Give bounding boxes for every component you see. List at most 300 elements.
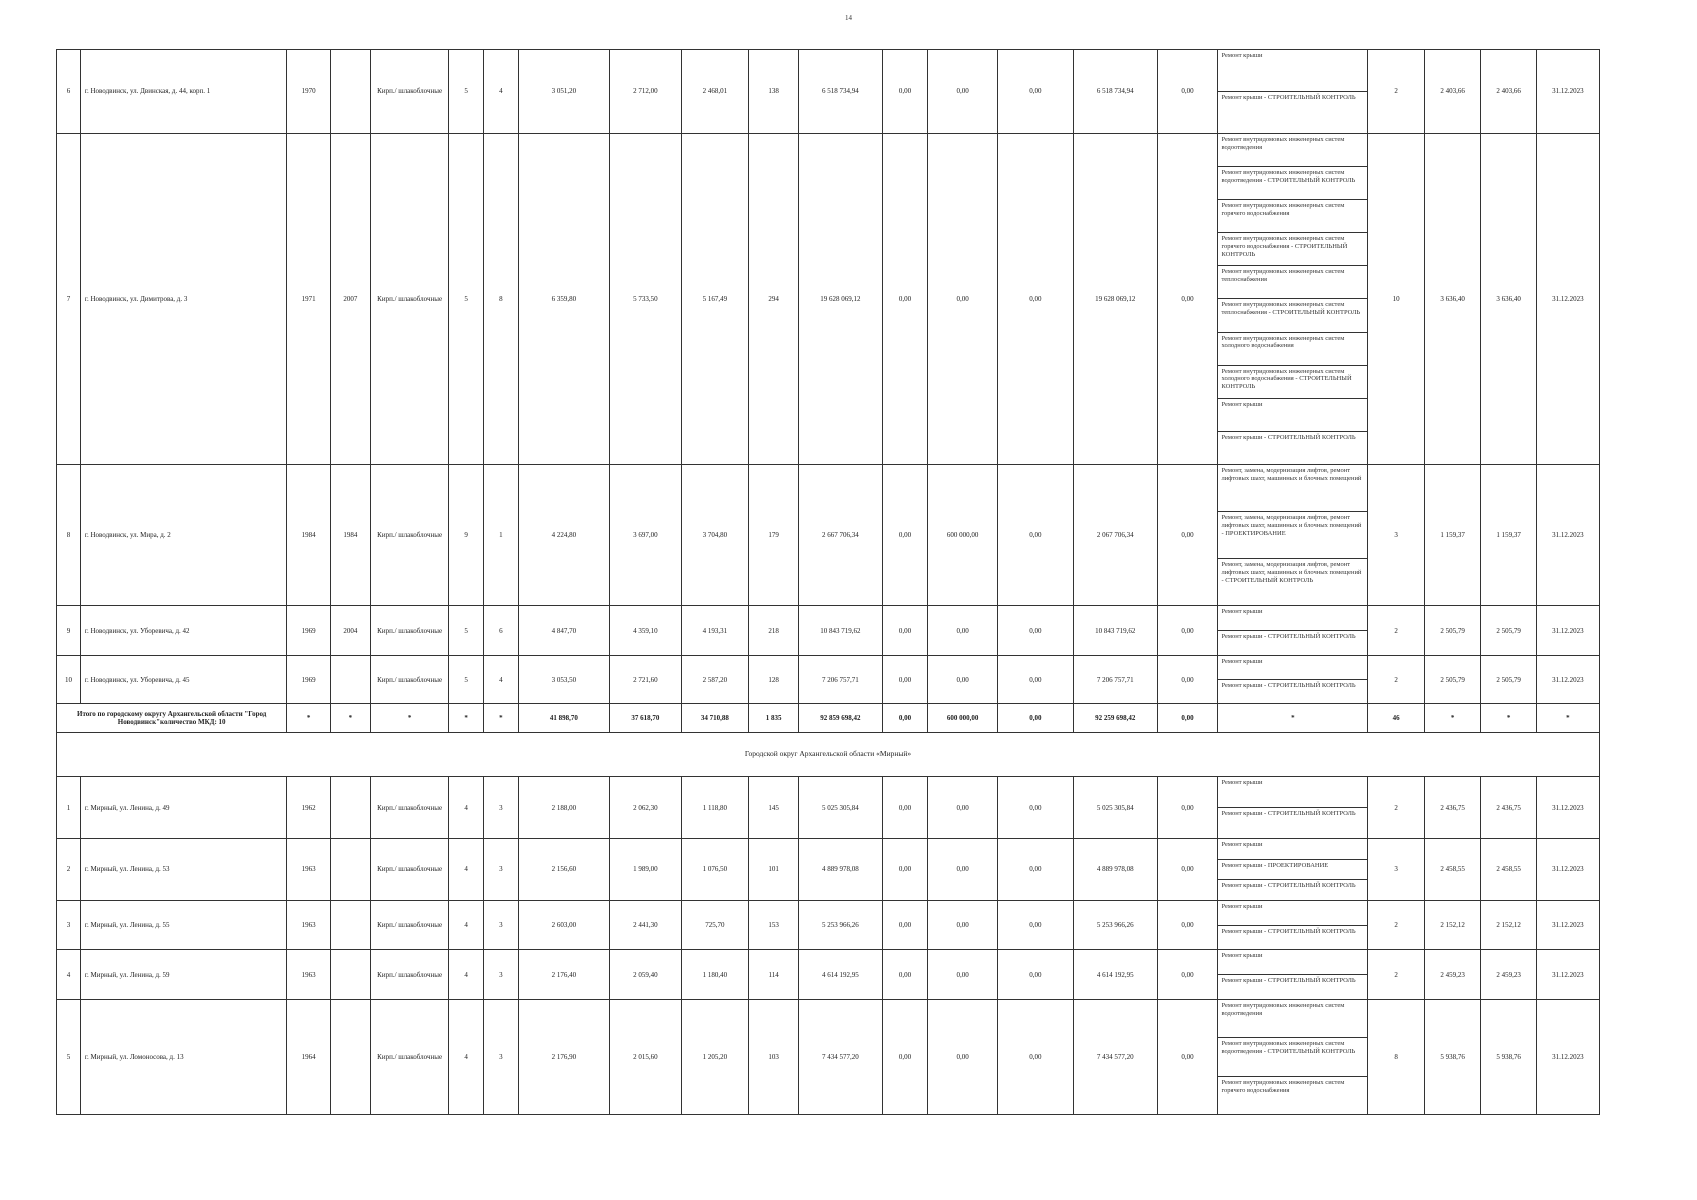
deadline-cell: 31.12.2023 [1536, 464, 1599, 605]
work-item [1218, 366, 1367, 399]
floors-cell: 5 [449, 606, 484, 656]
cost-total-cell: 5 253 966,26 [799, 900, 883, 950]
floors-cell: 4 [449, 777, 484, 839]
area-living-cell: 1 989,00 [610, 839, 682, 901]
work-item-label: Ремонт крыши [1221, 657, 1263, 665]
area-living-cell: 2 059,40 [610, 950, 682, 1000]
unit-cost-cell: 3 636,40 [1424, 133, 1481, 464]
material-cell: Кирп./ шлакоблочные [371, 900, 449, 950]
works-list [1218, 606, 1367, 655]
section-row [57, 733, 1600, 777]
work-item-label: Ремонт внутридомовых инженерных систем горячего водоснабжения [1221, 202, 1345, 217]
works-list [1218, 777, 1367, 838]
fund-b-cell: 0,00 [928, 133, 998, 464]
works-list [1218, 901, 1367, 950]
year-repair-cell: 2004 [330, 606, 370, 656]
total-fund-other: 0,00 [1157, 704, 1218, 733]
placeholder-star: * [1481, 704, 1536, 733]
work-item [1218, 465, 1367, 512]
fund-owners-cell: 5 025 305,84 [1073, 777, 1157, 839]
area-res-cell: 1 180,40 [681, 950, 748, 1000]
area-total-cell: 4 847,70 [518, 606, 609, 656]
unit-cost-cell: 2 505,79 [1424, 606, 1481, 656]
total-fund-a: 0,00 [882, 704, 928, 733]
area-living-cell: 2 441,30 [610, 900, 682, 950]
row-number: 1 [57, 777, 81, 839]
fund-b-cell: 0,00 [928, 1000, 998, 1115]
work-item-label: Ремонт крыши - СТРОИТЕЛЬНЫЙ КОНТРОЛЬ [1221, 927, 1356, 935]
deadline-cell: 31.12.2023 [1536, 777, 1599, 839]
fund-c-cell: 0,00 [997, 1000, 1073, 1115]
fund-a-cell: 0,00 [882, 1000, 928, 1115]
entrances-cell: 4 [484, 655, 519, 704]
work-item [1218, 50, 1367, 92]
fund-b-cell: 0,00 [928, 655, 998, 704]
placeholder-star: * [371, 704, 449, 733]
total-fund-owners: 92 259 698,42 [1073, 704, 1157, 733]
work-item-label: Ремонт крыши [1221, 608, 1263, 616]
work-item-label: Ремонт внутридомовых инженерных систем горячего водоснабжения [1221, 1078, 1345, 1094]
work-item-label: Ремонт крыши [1221, 52, 1263, 59]
unit-cost-cell: 2 152,12 [1424, 900, 1481, 950]
year-built-cell: 1962 [287, 777, 330, 839]
cost-total-cell: 5 025 305,84 [799, 777, 883, 839]
section-title: Городской округ Архангельской области «Мирный» [57, 733, 1600, 777]
floors-cell: 4 [449, 1000, 484, 1115]
area-total-cell: 6 359,80 [518, 133, 609, 464]
work-item [1218, 299, 1367, 332]
max-cost-cell: 2 403,66 [1481, 50, 1536, 134]
entrances-cell: 3 [484, 839, 519, 901]
deadline-cell: 31.12.2023 [1536, 1000, 1599, 1115]
unit-cost-cell: 2 403,66 [1424, 50, 1481, 134]
residents-cell: 114 [749, 950, 799, 1000]
area-res-cell: 4 193,31 [681, 606, 748, 656]
work-item-label: Ремонт крыши - СТРОИТЕЛЬНЫЙ КОНТРОЛЬ [1221, 682, 1356, 690]
fund-a-cell: 0,00 [882, 464, 928, 605]
residents-cell: 138 [749, 50, 799, 134]
count-cell: 2 [1368, 50, 1425, 134]
fund-a-cell: 0,00 [882, 839, 928, 901]
deadline-cell: 31.12.2023 [1536, 133, 1599, 464]
count-cell: 8 [1368, 1000, 1425, 1115]
area-total-cell: 2 176,40 [518, 950, 609, 1000]
fund-c-cell: 0,00 [997, 950, 1073, 1000]
work-item-label: Ремонт, замена, модернизация лифтов, ремонт лифтовых шахт, машинных и блочных помещений [1221, 466, 1362, 482]
entrances-cell: 3 [484, 900, 519, 950]
fund-owners-cell: 6 518 734,94 [1073, 50, 1157, 134]
work-item [1218, 399, 1367, 432]
area-living-cell: 5 733,50 [610, 133, 682, 464]
work-item [1218, 631, 1367, 655]
year-built-cell: 1971 [287, 133, 330, 464]
works-list [1218, 134, 1367, 464]
max-cost-cell: 2 505,79 [1481, 655, 1536, 704]
work-item [1218, 559, 1367, 605]
fund-c-cell: 0,00 [997, 464, 1073, 605]
work-item [1218, 1000, 1367, 1038]
count-cell: 2 [1368, 655, 1425, 704]
address-cell: г. Новодвинск, ул. Двинская, д. 44, корп. 1 [80, 50, 286, 134]
work-item [1218, 266, 1367, 299]
fund-c-cell: 0,00 [997, 777, 1073, 839]
year-repair-cell [330, 1000, 370, 1115]
total-area-total: 41 898,70 [518, 704, 609, 733]
address-cell: г. Новодвинск, ул. Мира, д. 2 [80, 464, 286, 605]
material-cell: Кирп./ шлакоблочные [371, 50, 449, 134]
work-item [1218, 950, 1367, 975]
count-cell: 2 [1368, 606, 1425, 656]
fund-c-cell: 0,00 [997, 50, 1073, 134]
work-item-label: Ремонт внутридомовых инженерных систем теплоснабжения [1221, 268, 1345, 284]
cost-total-cell: 10 843 719,62 [799, 606, 883, 656]
material-cell: Кирп./ шлакоблочные [371, 950, 449, 1000]
work-item [1218, 777, 1367, 808]
row-number: 10 [57, 655, 81, 704]
address-cell: г. Новодвинск, ул. Уборевича, д. 42 [80, 606, 286, 656]
table-row [57, 133, 1600, 464]
work-item-label: Ремонт крыши [1221, 779, 1263, 787]
works-cell [1218, 655, 1368, 704]
total-row [57, 704, 1600, 733]
work-item [1218, 512, 1367, 559]
area-res-cell: 725,70 [681, 900, 748, 950]
year-built-cell: 1969 [287, 655, 330, 704]
total-label: Итого по городскому округу Архангельской области "Город Новодвинск"количество МКД: 10 [57, 704, 287, 733]
year-built-cell: 1963 [287, 950, 330, 1000]
total-count: 46 [1368, 704, 1425, 733]
works-cell [1218, 606, 1368, 656]
work-item [1218, 901, 1367, 926]
area-living-cell: 4 359,10 [610, 606, 682, 656]
floors-cell: 4 [449, 950, 484, 1000]
page-number: 14 [845, 14, 852, 22]
work-item-label: Ремонт крыши - СТРОИТЕЛЬНЫЙ КОНТРОЛЬ [1221, 433, 1356, 441]
fund-owners-cell: 19 628 069,12 [1073, 133, 1157, 464]
fund-other-cell: 0,00 [1157, 1000, 1218, 1115]
work-item [1218, 606, 1367, 631]
work-item-label: Ремонт крыши [1221, 841, 1263, 849]
count-cell: 2 [1368, 777, 1425, 839]
works-list [1218, 465, 1367, 605]
residents-cell: 145 [749, 777, 799, 839]
residents-cell: 294 [749, 133, 799, 464]
work-item [1218, 839, 1367, 860]
area-res-cell: 2 468,01 [681, 50, 748, 134]
fund-a-cell: 0,00 [882, 133, 928, 464]
work-item-label: Ремонт, замена, модернизация лифтов, ремонт лифтовых шахт, машинных и блочных помещений - ПРОЕКТИРОВАНИЕ [1221, 514, 1362, 537]
work-item-label: Ремонт крыши - СТРОИТЕЛЬНЫЙ КОНТРОЛЬ [1221, 882, 1356, 890]
works-cell [1218, 133, 1368, 464]
works-list [1218, 1000, 1367, 1114]
unit-cost-cell: 5 938,76 [1424, 1000, 1481, 1115]
fund-other-cell: 0,00 [1157, 777, 1218, 839]
table-row [57, 50, 1600, 134]
work-item [1218, 233, 1367, 266]
work-item [1218, 680, 1367, 703]
material-cell: Кирп./ шлакоблочные [371, 464, 449, 605]
work-item [1218, 880, 1367, 900]
residents-cell: 153 [749, 900, 799, 950]
placeholder-star: * [1218, 704, 1368, 733]
works-cell [1218, 839, 1368, 901]
deadline-cell: 31.12.2023 [1536, 950, 1599, 1000]
fund-other-cell: 0,00 [1157, 464, 1218, 605]
works-list [1218, 839, 1367, 900]
material-cell: Кирп./ шлакоблочные [371, 606, 449, 656]
fund-other-cell: 0,00 [1157, 900, 1218, 950]
fund-owners-cell: 2 067 706,34 [1073, 464, 1157, 605]
works-list [1218, 50, 1367, 133]
deadline-cell: 31.12.2023 [1536, 839, 1599, 901]
unit-cost-cell: 2 458,55 [1424, 839, 1481, 901]
fund-owners-cell: 4 889 978,08 [1073, 839, 1157, 901]
cost-total-cell: 7 434 577,20 [799, 1000, 883, 1115]
year-built-cell: 1984 [287, 464, 330, 605]
year-built-cell: 1969 [287, 606, 330, 656]
fund-other-cell: 0,00 [1157, 839, 1218, 901]
residents-cell: 218 [749, 606, 799, 656]
work-item [1218, 432, 1367, 464]
year-repair-cell [330, 950, 370, 1000]
table-row [57, 606, 1600, 656]
max-cost-cell: 2 152,12 [1481, 900, 1536, 950]
fund-owners-cell: 7 434 577,20 [1073, 1000, 1157, 1115]
area-res-cell: 1 118,80 [681, 777, 748, 839]
work-item-label: Ремонт крыши [1221, 400, 1263, 408]
year-repair-cell: 2007 [330, 133, 370, 464]
works-cell [1218, 50, 1368, 134]
works-cell [1218, 950, 1368, 1000]
year-built-cell: 1963 [287, 839, 330, 901]
work-item [1218, 1038, 1367, 1076]
work-item-label: Ремонт крыши - СТРОИТЕЛЬНЫЙ КОНТРОЛЬ [1221, 977, 1356, 985]
row-number: 2 [57, 839, 81, 901]
floors-cell: 4 [449, 900, 484, 950]
area-res-cell: 1 205,20 [681, 1000, 748, 1115]
fund-a-cell: 0,00 [882, 900, 928, 950]
deadline-cell: 31.12.2023 [1536, 900, 1599, 950]
area-living-cell: 2 015,60 [610, 1000, 682, 1115]
work-item [1218, 808, 1367, 838]
work-item-label: Ремонт внутридомовых инженерных систем теплоснабжения - СТРОИТЕЛЬНЫЙ КОНТРОЛЬ [1221, 301, 1361, 317]
total-residents: 1 835 [749, 704, 799, 733]
floors-cell: 5 [449, 50, 484, 134]
table-row [57, 950, 1600, 1000]
work-item [1218, 1077, 1367, 1114]
fund-owners-cell: 7 206 757,71 [1073, 655, 1157, 704]
fund-b-cell: 0,00 [928, 606, 998, 656]
unit-cost-cell: 2 436,75 [1424, 777, 1481, 839]
max-cost-cell: 1 159,37 [1481, 464, 1536, 605]
works-list [1218, 656, 1367, 704]
area-total-cell: 3 051,20 [518, 50, 609, 134]
address-cell: г. Новодвинск, ул. Димитрова, д. 3 [80, 133, 286, 464]
deadline-cell: 31.12.2023 [1536, 655, 1599, 704]
residents-cell: 101 [749, 839, 799, 901]
work-item-label: Ремонт крыши - СТРОИТЕЛЬНЫЙ КОНТРОЛЬ [1221, 633, 1356, 641]
unit-cost-cell: 2 505,79 [1424, 655, 1481, 704]
floors-cell: 4 [449, 839, 484, 901]
cost-total-cell: 2 667 706,34 [799, 464, 883, 605]
max-cost-cell: 3 636,40 [1481, 133, 1536, 464]
fund-other-cell: 0,00 [1157, 133, 1218, 464]
work-item-label: Ремонт крыши - ПРОЕКТИРОВАНИЕ [1221, 861, 1329, 869]
placeholder-star: * [1424, 704, 1481, 733]
work-item-label: Ремонт внутридомовых инженерных систем холодного водоснабжения - СТРОИТЕЛЬНЫЙ КОНТРОЛЬ [1221, 367, 1352, 391]
table-row [57, 900, 1600, 950]
fund-a-cell: 0,00 [882, 606, 928, 656]
area-total-cell: 2 603,00 [518, 900, 609, 950]
fund-b-cell: 600 000,00 [928, 464, 998, 605]
work-item [1218, 92, 1367, 133]
placeholder-star: * [449, 704, 484, 733]
fund-b-cell: 0,00 [928, 777, 998, 839]
cost-total-cell: 4 889 978,08 [799, 839, 883, 901]
work-item [1218, 134, 1367, 167]
row-number: 5 [57, 1000, 81, 1115]
year-repair-cell [330, 839, 370, 901]
address-cell: г. Мирный, ул. Ленина, д. 49 [80, 777, 286, 839]
total-fund-b: 600 000,00 [928, 704, 998, 733]
fund-owners-cell: 5 253 966,26 [1073, 900, 1157, 950]
area-living-cell: 2 712,00 [610, 50, 682, 134]
address-cell: г. Мирный, ул. Ленина, д. 53 [80, 839, 286, 901]
floors-cell: 5 [449, 133, 484, 464]
deadline-cell: 31.12.2023 [1536, 50, 1599, 134]
fund-owners-cell: 4 614 192,95 [1073, 950, 1157, 1000]
year-repair-cell [330, 777, 370, 839]
work-item [1218, 167, 1367, 200]
year-repair-cell: 1984 [330, 464, 370, 605]
row-number: 3 [57, 900, 81, 950]
count-cell: 3 [1368, 839, 1425, 901]
fund-a-cell: 0,00 [882, 655, 928, 704]
works-cell [1218, 777, 1368, 839]
residents-cell: 103 [749, 1000, 799, 1115]
row-number: 4 [57, 950, 81, 1000]
count-cell: 3 [1368, 464, 1425, 605]
max-cost-cell: 2 505,79 [1481, 606, 1536, 656]
work-item-label: Ремонт крыши - СТРОИТЕЛЬНЫЙ КОНТРОЛЬ [1221, 810, 1356, 818]
fund-c-cell: 0,00 [997, 900, 1073, 950]
count-cell: 2 [1368, 950, 1425, 1000]
max-cost-cell: 2 436,75 [1481, 777, 1536, 839]
area-res-cell: 3 704,80 [681, 464, 748, 605]
fund-b-cell: 0,00 [928, 839, 998, 901]
fund-c-cell: 0,00 [997, 839, 1073, 901]
fund-c-cell: 0,00 [997, 606, 1073, 656]
total-fund-c: 0,00 [997, 704, 1073, 733]
residents-cell: 128 [749, 655, 799, 704]
max-cost-cell: 2 459,23 [1481, 950, 1536, 1000]
area-res-cell: 1 076,50 [681, 839, 748, 901]
year-built-cell: 1964 [287, 1000, 330, 1115]
placeholder-star: * [484, 704, 519, 733]
area-total-cell: 2 188,00 [518, 777, 609, 839]
work-item [1218, 860, 1367, 881]
residents-cell: 179 [749, 464, 799, 605]
work-item-label: Ремонт внутридомовых инженерных систем холодного водоснабжения [1221, 334, 1345, 350]
cost-total-cell: 4 614 192,95 [799, 950, 883, 1000]
count-cell: 2 [1368, 900, 1425, 950]
fund-other-cell: 0,00 [1157, 950, 1218, 1000]
count-cell: 10 [1368, 133, 1425, 464]
entrances-cell: 3 [484, 950, 519, 1000]
fund-a-cell: 0,00 [882, 950, 928, 1000]
material-cell: Кирп./ шлакоблочные [371, 133, 449, 464]
row-number: 8 [57, 464, 81, 605]
area-total-cell: 3 053,50 [518, 655, 609, 704]
works-cell [1218, 1000, 1368, 1115]
total-area-res: 34 710,88 [681, 704, 748, 733]
work-item-label: Ремонт внутридомовых инженерных систем водоотведения [1221, 135, 1345, 151]
year-built-cell: 1963 [287, 900, 330, 950]
fund-c-cell: 0,00 [997, 133, 1073, 464]
area-living-cell: 2 062,30 [610, 777, 682, 839]
work-item [1218, 200, 1367, 233]
cost-total-cell: 6 518 734,94 [799, 50, 883, 134]
total-cost-total: 92 859 698,42 [799, 704, 883, 733]
work-item-label: Ремонт внутридомовых инженерных систем водоотведения [1221, 1002, 1345, 1017]
cost-total-cell: 7 206 757,71 [799, 655, 883, 704]
area-total-cell: 2 176,90 [518, 1000, 609, 1115]
work-item-label: Ремонт внутридомовых инженерных систем водоотведения - СТРОИТЕЛЬНЫЙ КОНТРОЛЬ [1221, 1040, 1356, 1056]
year-repair-cell [330, 50, 370, 134]
address-cell: г. Мирный, ул. Ленина, д. 55 [80, 900, 286, 950]
area-res-cell: 5 167,49 [681, 133, 748, 464]
year-repair-cell [330, 655, 370, 704]
material-cell: Кирп./ шлакоблочные [371, 1000, 449, 1115]
deadline-cell: 31.12.2023 [1536, 606, 1599, 656]
address-cell: г. Новодвинск, ул. Уборевича, д. 45 [80, 655, 286, 704]
work-item [1218, 333, 1367, 366]
work-item-label: Ремонт крыши [1221, 952, 1263, 960]
capital-repair-table [56, 49, 1600, 1115]
total-area-living: 37 618,70 [610, 704, 682, 733]
fund-b-cell: 0,00 [928, 950, 998, 1000]
work-item-label: Ремонт крыши [1221, 902, 1263, 910]
area-living-cell: 2 721,60 [610, 655, 682, 704]
row-number: 6 [57, 50, 81, 134]
address-cell: г. Мирный, ул. Ломоносова, д. 13 [80, 1000, 286, 1115]
max-cost-cell: 2 458,55 [1481, 839, 1536, 901]
table-row [57, 655, 1600, 704]
floors-cell: 5 [449, 655, 484, 704]
table-row [57, 777, 1600, 839]
table-row [57, 464, 1600, 605]
year-built-cell: 1970 [287, 50, 330, 134]
placeholder-star: * [330, 704, 370, 733]
work-item-label: Ремонт внутридомовых инженерных систем горячего водоснабжения - СТРОИТЕЛЬНЫЙ КОНТРОЛЬ [1221, 235, 1348, 258]
year-repair-cell [330, 900, 370, 950]
entrances-cell: 8 [484, 133, 519, 464]
area-total-cell: 2 156,60 [518, 839, 609, 901]
material-cell: Кирп./ шлакоблочные [371, 655, 449, 704]
fund-b-cell: 0,00 [928, 50, 998, 134]
entrances-cell: 3 [484, 1000, 519, 1115]
work-item-label: Ремонт крыши - СТРОИТЕЛЬНЫЙ КОНТРОЛЬ [1221, 93, 1356, 101]
table-row [57, 1000, 1600, 1115]
fund-a-cell: 0,00 [882, 50, 928, 134]
work-item [1218, 926, 1367, 950]
area-total-cell: 4 224,80 [518, 464, 609, 605]
entrances-cell: 4 [484, 50, 519, 134]
cost-total-cell: 19 628 069,12 [799, 133, 883, 464]
unit-cost-cell: 2 459,23 [1424, 950, 1481, 1000]
fund-c-cell: 0,00 [997, 655, 1073, 704]
area-living-cell: 3 697,00 [610, 464, 682, 605]
